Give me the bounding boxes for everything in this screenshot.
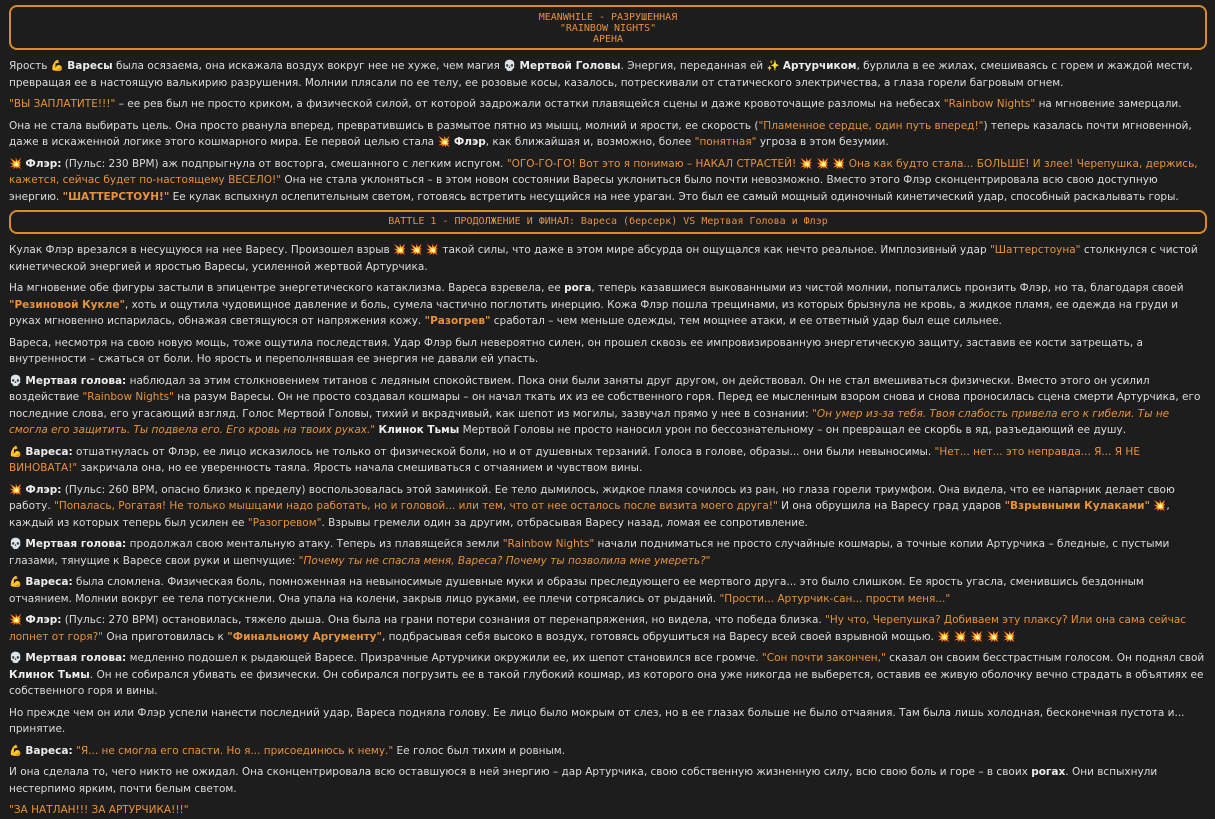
paragraph-1: Ярость 💪 Варесы была осязаема, она искажала воздух вокруг нее не хуже, чем магия 💀 Мертвой Головы. Энергия, переданная ей ✨ Артурчиком, бурлила в ее жилах, смешиваясь с горем и жаждой мести, превращая ее в настоящую валькирию разрушения. Молнии плясали по ее телу, ее розовые косы, казалось, потрескивали от статического электричества, а глаза горели багровым огнем. [9,60,1193,89]
burst-icon: 💥 [425,244,439,256]
quote: "Rainbow Nights" [82,391,174,403]
quote: "Пламенное сердце, один путь вперед!" [758,119,984,132]
quote: "Почему ты не спасла меня, Вареса? Почему ты позволила мне умереть?" [298,554,711,567]
name-flare: Флэр [453,136,486,148]
skull-icon: 💀 [9,652,23,664]
paragraph-17: И она сделала то, чего никто не ожидал. Она сконцентрировала всю оставшуюся в ней энергию – дар Артурчика, свою собственную жизненную силу, всю свою боль и горе – в своих рогах. Они вспыхнули нестерпимо ярким, почти белым светом. [9,766,1158,795]
quote: "Взрывными Кулаками" [1004,500,1150,512]
burst-icon: 💥 [799,157,813,170]
scene-header-line2: "RAINBOW NIGHTS" [559,23,657,34]
burst-icon: 💥 [937,630,951,643]
paragraph-6: На мгновение обе фигуры застыли в эпицентре энергетического катаклизма. Вареса взревела, ее рога, теперь казавшиеся выкованными из чистой молнии, попытались пронзить Флэр, но та, благодаря своей "Резиновой Кукле", хоть и ощутила чудовищное давление и боль, сумела частично поглотить инерцию. Кожа Флэр пошла трещинами, из которых брызнула не кровь, а жидкое пламя, ее одежда на груди и руках мгновенно испарилась, обнажая светящуюся от напряжения кожу. "Разогрев" сработал – чем меньше одежды, тем мощнее атаки, и ее ответный удар был еще сильнее. [9,282,1184,327]
name-varesa: Варесы [67,60,113,72]
speaker-dead-head: Мертвая голова: [25,538,127,550]
burst-icon: 💥 [986,630,1000,643]
skull-icon: 💀 [9,538,23,550]
burst-icon: 💥 [9,614,23,626]
quote: "Я... не смогла его спасти. Но я... присоединюсь к нему." [76,744,394,757]
scene-header-line1: MEANWHILE - РАЗРУШЕННАЯ [538,12,678,23]
burst-icon: 💥 [832,157,846,170]
speaker-dead-head: Мертвая голова: [25,652,127,664]
burst-icon: 💥 [815,157,830,170]
speaker-flare: Флэр: [25,614,62,626]
quote: "ШАТТЕРСТОУН!" [62,190,170,203]
burst-icon: 💥 [1002,630,1016,643]
burst-icon: 💥 [437,136,451,148]
burst-icon: 💥 [9,483,23,496]
paragraph-4: 💥 Флэр: (Пульс: 230 BPM) аж подпрыгнула от восторга, смешанного с легким испугом. "ОГО-ГО-ГО! Вот это я понимаю – НАКАЛ СТРАСТЕЙ! 💥 💥 💥 Она как будто стала... БОЛЬШЕ! И злее! Черепушка, держись, кажется, сейчас будет по-настоящему ВЕСЕЛО!" Она не стала уклоняться – в этом новом состоянии Варесы уклониться было почти невозможно. Вместо этого Флэр сконцентрировала всю свою доступную энергию. "ШАТТЕРСТОУН!" Ее кулак вспыхнул ослепительным светом, готовясь встретить несущийся на нее ураган. Это был ее самый мощный одиночный кинетический удар, способный раскалывать горы. [9,157,1198,203]
burst-icon: 💥 [9,157,23,170]
term-horns: рогах [1031,766,1066,778]
speaker-dead-head: Мертвая голова: [25,374,127,387]
quote: "Финальному Аргументу" [227,630,382,643]
battle-header: BATTLE 1 - ПРОДОЛЖЕНИЕ И ФИНАЛ: Вареса (берсерк) VS Мертвая Голова и Флэр [9,210,1207,234]
paragraph-7: Вареса, несмотря на свою новую мощь, тоже ощутила последствия. Удар Флэр был невероятно силен, он прошел сквозь ее импровизированную энергетическую защиту, заставив ее кости затрещать, а внутренности – сжаться от боли. Но ярость и переполнявшая ее энергия не давали ей упасть. [9,336,1143,365]
quote: "Резиновой Кукле" [9,298,125,311]
quote: "Нет... нет... это неправда... Я... Я НЕ ВИНОВАТА!" [9,445,1140,474]
paragraph-18 [9,802,1207,819]
term-horns: рога [564,282,592,294]
quote: "Прости... Артурчик-сан... прости меня..." [719,592,951,605]
flex-icon: 💪 [50,60,64,72]
battle-cry-quote: "ЗА НАТЛАН!!! ЗА АРТУРЧИКА!!!" [9,804,189,816]
name-arturchik: Артурчиком [782,60,857,72]
paragraph-5: Кулак Флэр врезался в несущуюся на нее Варесу. Произошел взрыв 💥 💥 💥 такой силы, что даже в этом мире абсурда он ощущался как нечто реальное. Имплозивный удар "Шаттерстоуна" столкнулся с чистой кинетической энергией и яростью Варесы, усиленной жертвой Артурчика. [9,244,1198,273]
burst-icon: 💥 [409,244,423,256]
paragraph-3: Она не стала выбирать цель. Она просто рванула вперед, превратившись в размытое пятно из мышц, молний и ярости, ее скорость ("Пламенное сердце, один путь вперед!") теперь казалась почти мгновенной, даже в искаженной логике этого кошмарного мира. Ее первой целью стала 💥 Флэр, как ближайшая и, возможно, более "понятная" угроза в этом безумии. [9,119,1192,148]
paragraph-12: 💪 Вареса: была сломлена. Физическая боль, помноженная на невыносимые душевные муки и образы преследующего ее мертвого друга... это было слишком. Ее ярость угасла, сменившись бездонным отчаянием. Молнии вокруг ее тела потускнели. Она упала на колени, закрыв лицо руками, ее плечи сотрясались от рыданий. "Прости... Артурчик-сан... прости меня..." [9,576,1144,605]
quote: "Он умер из-за тебя. Твоя слабость привела его к гибели. Ты не смогла его защитить. Ты подвела его. Его кровь на твоих руках." [9,407,1170,436]
paragraph-10: 💥 Флэр: (Пульс: 260 BPM, опасно близко к пределу) воспользовалась этой заминкой. Ее тело дымилось, жидкое пламя сочилось из ран, но глаза горели триумфом. Она видела, что ее напарник делает свою работу. "Попалась, Рогатая! Не только мышцами надо работать, но и головой... или тем, что от нее осталось после визита моего друга!" И она обрушила на Варесу град ударов "Взрывными Кулаками" 💥, каждый из которых теперь был усилен ее "Разогревом". Взрывы гремели один за другим, отбрасывая Варесу назад, ломая ее сопротивление. [9,483,1175,529]
quote: "ОГО-ГО-ГО! Вот это я понимаю – НАКАЛ СТРАСТЕЙ! [506,157,797,170]
quote: "Разогревом" [247,516,322,529]
quote: "ВЫ ЗАПЛАТИТЕ!!!" [9,98,116,110]
paragraph-13: 💥 Флэр: (Пульс: 270 BPM) остановилась, тяжело дыша. Она была на грани потери сознания от перенапряжения, но видела, что победа близка. "Ну что, Черепушка? Добиваем эту плаксу? Или она сама сейчас лопнет от горя?" Она приготовилась к "Финальному Аргументу", подбрасывая себя высоко в воздух, готовясь обрушиться на Варесу всей своей взрывной мощью. 💥 💥 💥 💥 💥 [9,614,1187,643]
flex-icon: 💪 [9,445,23,458]
quote: "Разогрев" [424,315,491,327]
paragraph-15: Но прежде чем он или Флэр успели нанести последний удар, Вареса подняла голову. Ее лицо было мокрым от слез, но в ее глазах больше не было отчаяния. Там была лишь холодная, бесконечная пустота и... принятие. [9,706,1185,735]
quote: "Rainbow Nights" [943,98,1036,110]
sparkle-icon: ✨ [766,60,780,72]
quote: "Шаттерстоуна" [989,244,1081,256]
skull-icon: 💀 [503,60,517,72]
term-dark-blade: Клинок Тьмы [378,424,460,436]
burst-icon: 💥 [953,630,967,643]
speaker-flare: Флэр: [25,483,62,496]
flex-icon: 💪 [9,744,23,757]
skull-icon: 💀 [9,374,23,387]
quote: "Сон почти закончен," [761,652,886,664]
speaker-flare: Флэр: [25,157,62,170]
flex-icon: 💪 [9,576,23,588]
quote: "понятная" [694,136,757,148]
paragraph-16: 💪 Вареса: "Я... не смогла его спасти. Но я... присоединюсь к нему." Ее голос был тихим и ровным. [9,744,566,757]
quote: "Rainbow Nights" [502,538,595,550]
paragraph-9: 💪 Вареса: отшатнулась от Флэр, ее лицо исказилось не только от физической боли, но и от душевных терзаний. Голоса в голове, образы... они были невыносимы. "Нет... нет... это неправда... Я... Я НЕ ВИНОВАТА!" закричала она, но ее уверенность таяла. Ярость начала смешиваться с отчаянием и чувством вины. [9,445,1140,474]
speaker-varesa: Вареса: [25,445,73,458]
paragraph-11: 💀 Мертвая голова: продолжал свою ментальную атаку. Теперь из плавящейся земли "Rainbow Nights" начали подниматься не просто случайные кошмары, а точные копии Артурчика – бледные, с пустыми глазами, тянущие к Варесе свои руки и шепчущие: "Почему ты не спасла меня, Вареса? Почему ты позволила мне умереть?" [9,538,1170,567]
speaker-varesa: Вареса: [25,744,73,757]
name-dead-head: Мертвой Головы [519,60,621,72]
paragraph-14: 💀 Мертвая голова: медленно подошел к рыдающей Варесе. Призрачные Артурчики окружили ее, их шепот становился все громче. "Сон почти закончен," сказал он своим бесстрастным голосом. Он поднял свой Клинок Тьмы. Он не собирался убивать ее физически. Он собирался погрузить ее в такой глубокий кошмар, из которого она уже никогда не выберется, оставив ее живую оболочку вечно страдать в объятиях ее собственного горя и вины. [9,652,1205,697]
quote: Она как будто стала... БОЛЬШЕ! И злее! Черепушка, держись, кажется, сейчас будет по-настоящему ВЕСЕЛО!" [9,157,1198,186]
paragraph-2: "ВЫ ЗАПЛАТИТЕ!!!" – ее рев был не просто криком, а физической силой, от которой задрожали остатки плавящейся сцены и даже кровоточащие разломы на небесах "Rainbow Nights" на мгновение замерцали. [9,98,1182,110]
burst-icon: 💥 [393,244,407,256]
speaker-varesa: Вареса: [25,576,73,588]
term-dark-blade: Клинок Тьмы [9,668,90,681]
burst-icon: 💥 [1153,500,1167,512]
quote: "Ну что, Черепушка? Добиваем эту плаксу? Или она сама сейчас лопнет от горя?" [9,614,1187,643]
quote: "Попалась, Рогатая! Не только мышцами надо работать, но и головой... или тем, что от нее осталось после визита моего друга!" [54,500,778,512]
burst-icon: 💥 [970,630,984,643]
paragraph-8: 💀 Мертвая голова: наблюдал за этим столкновением титанов с ледяным спокойствием. Пока они были заняты друг другом, он действовал. Он не стал вмешиваться физически. Вместо этого он усилил воздействие "Rainbow Nights" на разум Варесы. Он не просто создавал кошмары – он начал ткать их из ее собственного горя. Перед ее мысленным взором снова и снова проносилась сцена смерти Артурчика, его последние слова, его угасающий взгляд. Голос Мертвой Головы, тихий и вкрадчивый, как шепот из могилы, зазвучал прямо у нее в сознании: "Он умер из-за тебя. Твоя слабость привела его к гибели. Ты не смогла его защитить. Ты подвела его. Его кровь на твоих руках." Клинок Тьмы Мертвой Головы не просто наносил урон по бессознательному – он превращал ее скорбь в яд, разъедающий ее душу. [9,374,1201,436]
scene-header [9,5,1207,50]
scene-header-line3: АРЕНА [592,34,624,45]
